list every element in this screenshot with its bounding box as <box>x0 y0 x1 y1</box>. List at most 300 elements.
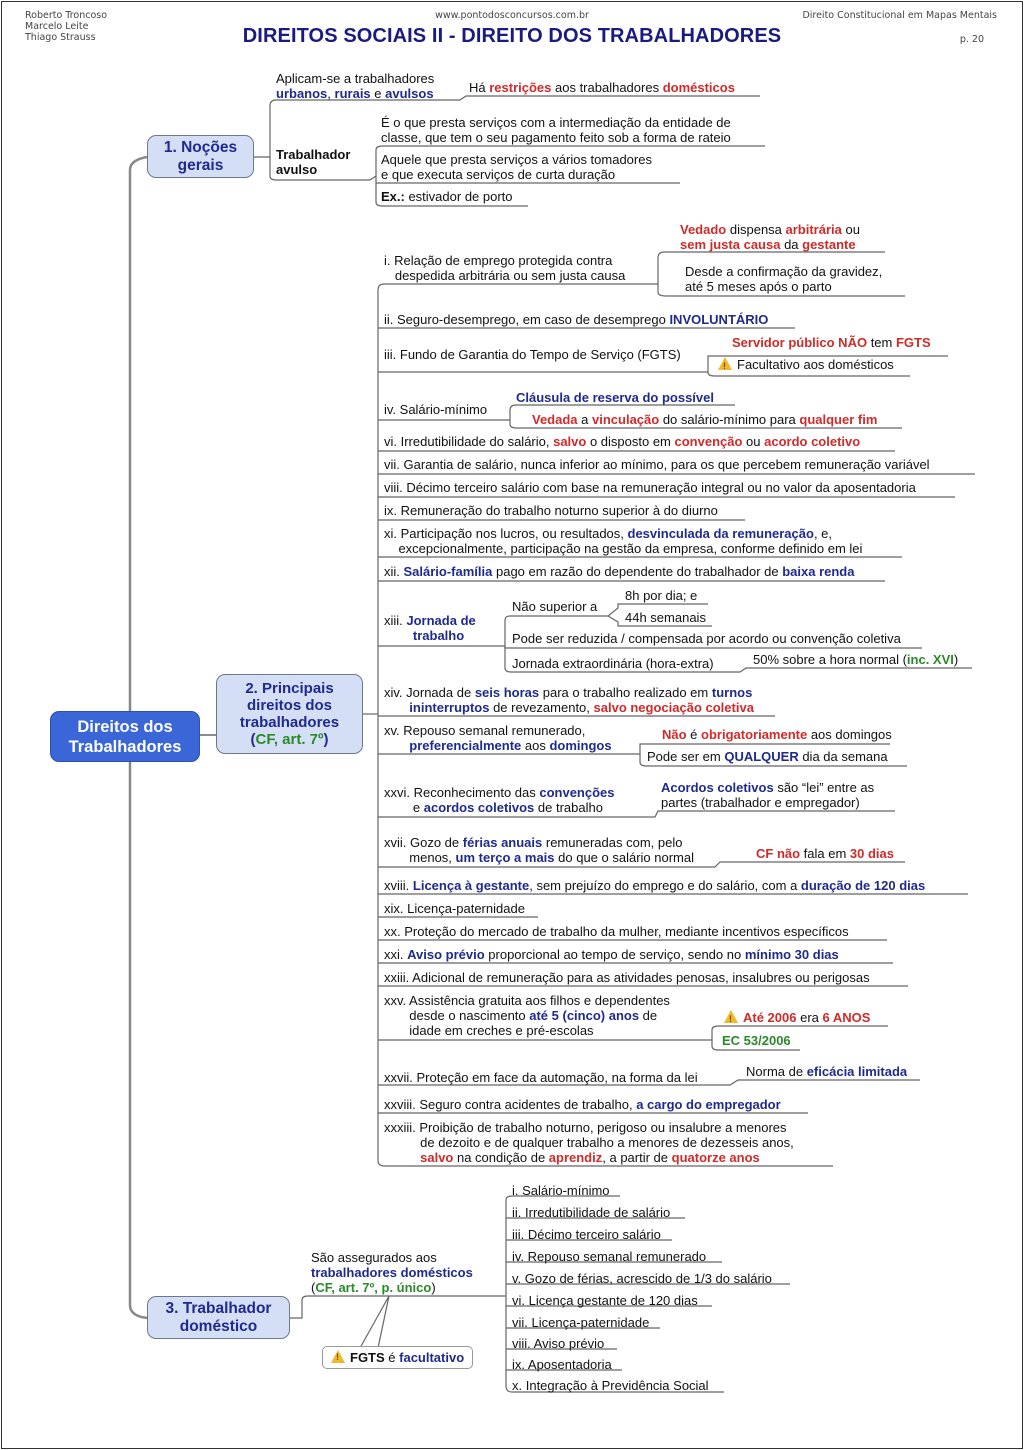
highlight-segment: EC 53/2006 <box>722 1033 791 1048</box>
node-line <box>680 237 860 252</box>
highlight-segment: Jornada de <box>406 613 476 628</box>
text-segment: xxxiii. Proibição de trabalho noturno, perigoso ou insalubre a menores <box>384 1120 787 1135</box>
text-segment: Pode ser em <box>647 749 725 764</box>
node-ec-53-2006 <box>722 1033 791 1048</box>
branch-principais-direitos[interactable] <box>216 674 363 754</box>
node-jornada-extraordinaria <box>512 656 714 671</box>
node-line <box>381 130 731 145</box>
text-segment: ) <box>953 652 959 667</box>
text-segment: até 5 meses após o parto <box>685 279 832 294</box>
text-segment: vii. Garantia de salário, nunca inferior ao mínimo, para os que percebem remuneração variável <box>384 457 930 472</box>
text-segment: , sem prejuízo do emprego e do salário, com a <box>529 878 801 893</box>
text-segment: aos trabalhadores <box>551 80 663 95</box>
highlight-segment: Servidor público NÃO <box>732 335 868 350</box>
text-segment: tem <box>867 335 896 350</box>
text-segment: iii. Fundo de Garantia do Tempo de Serviço (FGTS) <box>384 347 681 362</box>
node-line <box>331 1350 464 1365</box>
highlight-segment: qualquer fim <box>799 412 878 427</box>
highlight-segment: acordo coletivo <box>764 434 861 449</box>
text-segment: , <box>327 86 335 101</box>
node-qualquer-dia <box>647 749 888 764</box>
node-50-sobre-hora-normal <box>753 652 958 667</box>
node-cf-nao-30-dias <box>756 846 894 861</box>
node-inciso-xxi <box>384 947 839 962</box>
node-line <box>384 1135 794 1150</box>
text-segment: proporcional ao tempo de serviço, sendo no <box>484 947 745 962</box>
node-line <box>276 86 434 101</box>
text-segment: viii. Décimo terceiro salário com base na remuneração integral ou no valor da aposentadoria <box>384 480 916 495</box>
text-segment: e que executa serviços de curta duração <box>381 167 616 182</box>
text-segment: desde o nascimento <box>384 1008 530 1023</box>
node-line <box>512 631 901 646</box>
branch-nocoes-gerais[interactable] <box>147 135 254 178</box>
warning-icon <box>718 357 732 370</box>
highlight-segment: avulso <box>276 162 318 177</box>
highlight-segment: duração de 120 dias <box>800 878 926 893</box>
highlight-segment: avulsos <box>385 86 434 101</box>
domestic-right-item: x. Integração à Previdência Social <box>512 1378 709 1393</box>
highlight-segment: FGTS <box>895 335 931 350</box>
node-inciso-xxviii <box>384 1097 781 1112</box>
cf-reference: CF, art. 7º <box>255 731 324 748</box>
highlight-segment: obrigatoriamente <box>701 727 808 742</box>
text-segment: ou <box>742 434 765 449</box>
node-assegurados-domesticos <box>311 1250 473 1295</box>
node-line <box>384 901 525 916</box>
text-segment: partes (trabalhador e empregador) <box>661 795 860 810</box>
text-segment: vi. Irredutibilidade do salário, <box>384 434 554 449</box>
highlight-segment: inc. XVI <box>906 652 954 667</box>
highlight-segment: ininterruptos <box>384 700 490 715</box>
highlight-segment: facultativo <box>399 1350 465 1365</box>
text-segment: xii. <box>384 564 404 579</box>
highlight-segment: domingos <box>549 738 612 753</box>
text-segment: 50% sobre a hora normal ( <box>753 652 907 667</box>
highlight-segment: vinculação <box>592 412 660 427</box>
highlight-segment: aprendiz <box>548 1150 603 1165</box>
text-segment: xxvi. Reconhecimento das <box>384 785 540 800</box>
author-3: Thiago Strauss <box>25 32 96 43</box>
node-vedada-vinculacao <box>532 412 877 427</box>
text-segment: idade em creches e pré-escolas <box>384 1023 594 1038</box>
node-line <box>276 162 350 177</box>
text-segment: é <box>384 1350 400 1365</box>
node-line <box>680 222 860 237</box>
text-segment: excepcionalmente, participação na gestão da empresa, conforme definido em lei <box>384 541 863 556</box>
text-segment: do salário-mínimo para <box>659 412 800 427</box>
text-segment: São assegurados aos <box>311 1250 437 1265</box>
domestic-right-item: viii. Aviso prévio <box>512 1336 605 1351</box>
warning-icon <box>331 1350 345 1363</box>
text-segment: de dezoito e de qualquer trabalho a menores de dezesseis anos, <box>384 1135 794 1150</box>
domestic-right-item: i. Salário-mínimo <box>512 1183 610 1198</box>
text-segment: ) <box>431 1280 436 1295</box>
highlight-segment: acordos coletivos <box>423 800 535 815</box>
text-segment: xxiii. Adicional de remuneração para as atividades penosas, insalubres ou perigosas <box>384 970 870 985</box>
text-segment: e <box>370 86 386 101</box>
node-line <box>625 610 706 625</box>
highlight-segment: salvo <box>553 434 587 449</box>
node-line <box>384 628 476 643</box>
text-segment: 44h semanais <box>625 610 706 625</box>
node-line <box>384 1097 781 1112</box>
text-segment: iv. Salário-mínimo <box>384 402 488 417</box>
highlight-segment: Acordos coletivos <box>661 780 774 795</box>
paren-close: ) <box>323 731 329 748</box>
node-line <box>384 685 754 700</box>
text-segment: e <box>384 800 424 815</box>
text-segment: É o que presta serviços com a intermediação da entidade de <box>381 115 731 130</box>
node-line <box>311 1280 473 1295</box>
node-44h-semanais <box>625 610 706 625</box>
node-nao-superior-a <box>512 599 597 614</box>
node-line <box>384 1023 670 1038</box>
node-inciso-iii <box>384 347 681 362</box>
text-segment: xxi. <box>384 947 408 962</box>
node-line <box>384 1008 670 1023</box>
highlight-segment: Vedado <box>680 222 727 237</box>
highlight-segment: arbitrária <box>785 222 842 237</box>
domestic-right-item: vii. Licença-paternidade <box>512 1315 650 1330</box>
highlight-segment: CF, art. 7º, p. único <box>315 1280 432 1295</box>
text-segment: despedida arbitrária ou sem justa causa <box>384 268 626 283</box>
node-line <box>724 1010 870 1025</box>
text-segment: dispensa <box>726 222 786 237</box>
node-desde-confirmacao <box>685 264 882 294</box>
node-inciso-xix <box>384 901 525 916</box>
node-inciso-xv <box>384 723 612 753</box>
node-line <box>384 993 670 1008</box>
node-nao-obrigatoriamente <box>662 727 892 742</box>
root-label-line1: Direitos dos <box>77 717 173 736</box>
node-line <box>384 434 860 449</box>
text-segment: aos domingos <box>807 727 892 742</box>
node-line <box>384 878 925 893</box>
text-segment: 8h por dia; e <box>625 588 698 603</box>
node-line <box>384 970 870 985</box>
node-line <box>384 564 854 579</box>
node-line <box>381 115 731 130</box>
highlight-segment: salvo negociação coletiva <box>593 700 754 715</box>
highlight-segment: um terço a mais <box>455 850 555 865</box>
highlight-segment: Salário-família <box>403 564 493 579</box>
node-line <box>756 846 894 861</box>
node-avulso-definicao-2 <box>381 152 652 182</box>
node-line <box>384 738 612 753</box>
node-line <box>512 599 597 614</box>
branch-label-line1: 2. Principais <box>245 680 334 697</box>
node-aplicam-se <box>276 71 434 101</box>
text-segment: dia da semana <box>798 749 888 764</box>
highlight-segment: baixa renda <box>782 564 855 579</box>
text-segment: estivador de porto <box>404 189 513 204</box>
author-1: Roberto Troncoso <box>25 10 108 21</box>
node-line <box>732 335 931 350</box>
node-line <box>384 402 487 417</box>
highlight-segment: convenções <box>539 785 615 800</box>
node-line <box>746 1064 907 1079</box>
node-inciso-xiii <box>384 613 476 643</box>
text-segment: são “lei” entre as <box>773 780 875 795</box>
node-facultativo-domesticos <box>718 357 894 372</box>
node-inciso-ii <box>384 312 768 327</box>
node-inciso-xviii <box>384 878 925 893</box>
highlight-segment: férias anuais <box>462 835 543 850</box>
node-line <box>384 800 615 815</box>
paren-open: ( <box>250 731 256 748</box>
highlight-segment: gestante <box>802 237 856 252</box>
node-line <box>384 541 862 556</box>
text-segment: , e, <box>813 526 833 541</box>
domestic-right-item: iv. Repouso semanal remunerado <box>512 1249 707 1264</box>
node-line <box>685 279 882 294</box>
node-line <box>311 1250 473 1265</box>
highlight-segment: preferencialmente <box>384 738 522 753</box>
text-segment: xvii. Gozo de <box>384 835 463 850</box>
node-line <box>753 652 958 667</box>
text-segment: ou <box>841 222 860 237</box>
highlight-segment: Cláusula de reserva do possível <box>516 390 714 405</box>
node-line <box>384 835 694 850</box>
highlight-segment: eficácia limitada <box>806 1064 908 1079</box>
highlight-segment: 6 ANOS <box>822 1010 871 1025</box>
node-8h-por-dia <box>625 588 697 603</box>
root-label-line2: Trabalhadores <box>68 737 182 756</box>
node-inciso-xxxiii <box>384 1120 794 1165</box>
highlight-segment: Não <box>662 727 687 742</box>
highlight-segment: quatorze anos <box>671 1150 760 1165</box>
node-line <box>384 850 694 865</box>
page-title: DIREITOS SOCIAIS II - DIREITO DOS TRABALHADORES <box>242 25 782 47</box>
text-segment: a <box>577 412 592 427</box>
text-segment: na condição de <box>453 1150 549 1165</box>
highlight-segment: sem justa causa <box>680 237 781 252</box>
node-inciso-xx <box>384 924 849 939</box>
node-ate-2006-6-anos <box>724 1010 870 1025</box>
text-segment: para o trabalho realizado em <box>539 685 712 700</box>
node-line <box>661 795 874 810</box>
node-line <box>384 723 612 738</box>
text-segment: xv. Repouso semanal remunerado, <box>384 723 586 738</box>
branch-label-line1: 1. Noções <box>163 138 238 156</box>
node-inciso-vii <box>384 457 930 472</box>
node-line <box>384 457 930 472</box>
book-title: Direito Constitucional em Mapas Mentais <box>802 10 997 21</box>
highlight-segment: desvinculada da remuneração <box>627 526 814 541</box>
node-inciso-xiv <box>384 685 754 715</box>
text-segment: xiii. <box>384 613 407 628</box>
node-line <box>384 480 916 495</box>
text-segment: aos <box>521 738 550 753</box>
highlight-segment: Vedada <box>532 412 578 427</box>
highlight-segment: Até 2006 <box>743 1010 797 1025</box>
node-line <box>384 503 718 518</box>
branch-label-line2: gerais <box>177 156 224 174</box>
text-segment: xxviii. Seguro contra acidentes de trabalho, <box>384 1097 637 1112</box>
node-line <box>384 1150 794 1165</box>
text-segment: xix. Licença-paternidade <box>384 901 525 916</box>
highlight-segment: Ex.: <box>381 189 405 204</box>
node-line <box>381 152 652 167</box>
highlight-segment: mínimo 30 dias <box>744 947 839 962</box>
highlight-segment: 30 dias <box>849 846 895 861</box>
node-line <box>532 412 877 427</box>
node-line <box>381 167 652 182</box>
text-segment: o disposto em <box>586 434 675 449</box>
text-segment: Há <box>469 80 490 95</box>
text-segment: remuneradas com, pelo <box>542 835 683 850</box>
node-line <box>722 1033 791 1048</box>
text-segment: xx. Proteção do mercado de trabalho da mulher, mediante incentivos específicos <box>384 924 849 939</box>
text-segment: Jornada extraordinária (hora-extra) <box>512 656 714 671</box>
text-segment: classe, que tem o seu pagamento feito sob a forma de rateio <box>381 130 731 145</box>
text-segment: Norma de <box>746 1064 807 1079</box>
node-line <box>384 613 476 628</box>
text-segment: Desde a confirmação da gravidez, <box>685 264 883 279</box>
highlight-segment: convenção <box>674 434 743 449</box>
node-line <box>661 780 874 795</box>
highlight-segment: Trabalhador <box>276 147 351 162</box>
branch-trabalhador-domestico[interactable] <box>147 1296 290 1339</box>
node-inciso-vi <box>384 434 860 449</box>
node-line <box>276 71 434 86</box>
branch-label-line1: 3. Trabalhador <box>165 1299 272 1317</box>
text-segment: xxv. Assistência gratuita aos filhos e dependentes <box>384 993 670 1008</box>
domestic-right-item: vi. Licença gestante de 120 dias <box>512 1293 698 1308</box>
text-segment: da <box>780 237 803 252</box>
node-line <box>469 80 735 95</box>
node-line <box>718 357 894 372</box>
node-inciso-ix <box>384 503 718 518</box>
highlight-segment: trabalho <box>384 628 465 643</box>
node-line <box>384 268 625 283</box>
node-line <box>647 749 888 764</box>
node-inciso-iv <box>384 402 487 417</box>
author-2: Marcelo Leite <box>25 21 89 32</box>
node-line <box>384 347 681 362</box>
highlight-segment: Aviso prévio <box>407 947 485 962</box>
domestic-right-item: iii. Décimo terceiro salário <box>512 1227 661 1242</box>
node-line <box>384 924 849 939</box>
highlight-segment: Licença à gestante <box>412 878 530 893</box>
text-segment: pago em razão do dependente do trabalhador de <box>492 564 783 579</box>
text-segment: fala em <box>800 846 850 861</box>
node-inciso-xxvii <box>384 1070 698 1085</box>
node-restricoes-domesticos <box>469 80 735 95</box>
node-clausula-reserva-possivel <box>516 390 714 405</box>
text-segment: ( <box>311 1280 316 1295</box>
node-line <box>662 727 892 742</box>
node-line <box>384 785 615 800</box>
highlight-segment: seis horas <box>474 685 540 700</box>
node-inciso-xxvi <box>384 785 615 815</box>
text-segment: de revezamento, <box>489 700 594 715</box>
node-line <box>384 947 839 962</box>
node-line <box>384 1120 794 1135</box>
text-segment: de trabalho <box>534 800 603 815</box>
text-segment: Pode ser reduzida / compensada por acordo ou convenção coletiva <box>512 631 901 646</box>
node-line <box>384 312 768 327</box>
text-segment: Aquele que presta serviços a vários tomadores <box>381 152 652 167</box>
node-inciso-xii <box>384 564 854 579</box>
text-segment: xiv. Jornada de <box>384 685 475 700</box>
branch-label-line2: doméstico <box>179 1317 258 1335</box>
highlight-segment: CF não <box>756 846 801 861</box>
branch-label-line3: trabalhadores <box>239 714 340 731</box>
text-segment: , a partir de <box>602 1150 672 1165</box>
highlight-segment: QUALQUER <box>724 749 799 764</box>
node-line <box>625 588 697 603</box>
text-segment: do que o salário normal <box>554 850 695 865</box>
highlight-segment: INVOLUNTÁRIO <box>669 312 769 327</box>
text-segment: ii. Seguro-desemprego, em caso de desemprego <box>384 312 670 327</box>
node-line <box>516 390 714 405</box>
node-inciso-viii <box>384 480 916 495</box>
website: www.pontodosconcursos.com.br <box>435 10 589 21</box>
node-trabalhador-avulso <box>276 147 350 177</box>
node-inciso-xvii <box>384 835 694 865</box>
node-line <box>276 147 350 162</box>
highlight-segment: domésticos <box>662 80 735 95</box>
branch-label-line4 <box>217 731 362 748</box>
highlight-segment: urbanos <box>276 86 328 101</box>
node-inciso-xxv <box>384 993 670 1038</box>
node-line <box>384 253 625 268</box>
node-vedado-dispensa-gestante <box>680 222 860 252</box>
text-segment: menos, <box>384 850 456 865</box>
highlight-segment: restrições <box>489 80 552 95</box>
text-segment: de <box>639 1008 658 1023</box>
node-servidor-publico-fgts <box>732 335 931 350</box>
node-avulso-exemplo <box>381 189 513 204</box>
node-inciso-i <box>384 253 625 283</box>
highlight-segment: turnos <box>711 685 753 700</box>
node-pode-ser-reduzida <box>512 631 901 646</box>
highlight-segment: salvo <box>384 1150 454 1165</box>
root-node[interactable] <box>50 711 200 762</box>
text-segment: era <box>796 1010 823 1025</box>
highlight-segment: rurais <box>334 86 371 101</box>
highlight-segment: FGTS <box>350 1350 385 1365</box>
text-segment: xviii. <box>384 878 413 893</box>
node-line <box>512 656 714 671</box>
text-segment: i. Relação de emprego protegida contra <box>384 253 613 268</box>
callout-fgts-facultativo <box>322 1346 473 1369</box>
node-line <box>381 189 513 204</box>
node-line <box>384 526 862 541</box>
node-avulso-definicao-1 <box>381 115 731 145</box>
branch-label-line2: direitos dos <box>246 697 332 714</box>
text-segment: Aplicam-se a trabalhadores <box>276 71 435 86</box>
highlight-segment: trabalhadores domésticos <box>311 1265 473 1280</box>
text-segment: é <box>686 727 702 742</box>
domestic-right-item: ix. Aposentadoria <box>512 1357 612 1372</box>
domestic-right-item: ii. Irredutibilidade de salário <box>512 1205 671 1220</box>
page-number: p. 20 <box>959 34 984 45</box>
node-line <box>384 1070 698 1085</box>
node-line <box>311 1265 473 1280</box>
highlight-segment: até 5 (cinco) anos <box>529 1008 640 1023</box>
node-line <box>384 700 754 715</box>
warning-icon <box>724 1010 738 1023</box>
text-segment: Não superior a <box>512 599 598 614</box>
node-eficacia-limitada <box>746 1064 907 1079</box>
text-segment: xi. Participação nos lucros, ou resultados, <box>384 526 628 541</box>
node-acordos-coletivos-lei <box>661 780 874 810</box>
domestic-right-item: v. Gozo de férias, acrescido de 1/3 do salário <box>512 1271 772 1286</box>
node-line <box>685 264 882 279</box>
node-inciso-xi <box>384 526 862 556</box>
